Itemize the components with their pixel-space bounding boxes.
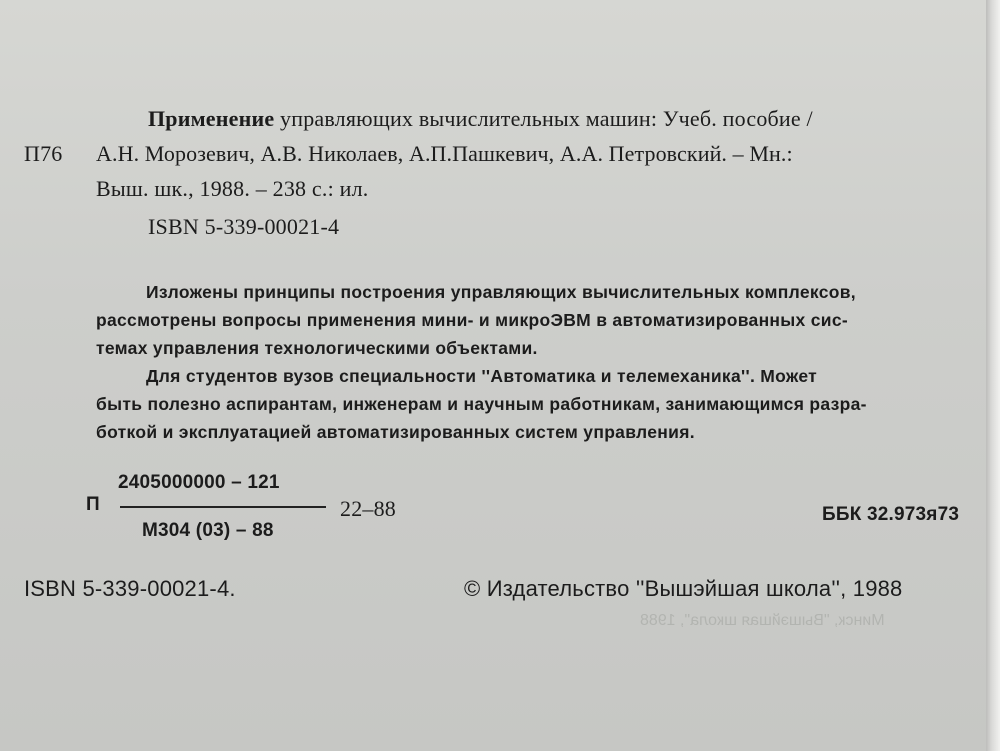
- fraction-line: [120, 506, 326, 508]
- publisher-line: Выш. шк., 1988. – 238 с.: ил.: [96, 176, 369, 201]
- footer-isbn: ISBN 5-339-00021-4.: [24, 576, 236, 601]
- title-rest: управляющих вычислительных машин: Учеб. пособие /: [274, 106, 813, 131]
- annotation-line-2: рассмотрены вопросы применения мини- и микроЭВМ в автоматизированных сис-: [96, 310, 848, 330]
- annotation-line-6: боткой и эксплуатацией автоматизированных систем управления.: [96, 422, 695, 442]
- annotation-line-5: быть полезно аспирантам, инженерам и научным работникам, занимающимся разра-: [96, 394, 867, 414]
- copyright-line: © Издательство ''Вышэйшая школа'', 1988: [464, 576, 903, 601]
- annotation-line-1: Изложены принципы построения управляющих вычислительных комплексов,: [146, 282, 856, 302]
- bleed-through-text: Минск, "Вышэйшая школа", 1988: [640, 612, 885, 629]
- classification-suffix: 22–88: [340, 496, 396, 521]
- classification-denominator: М304 (03) – 88: [142, 520, 274, 541]
- classification-letter: П: [86, 494, 100, 515]
- authors-line: А.Н. Морозевич, А.В. Николаев, А.П.Пашкевич, А.А. Петровский. – Мн.:: [96, 141, 793, 166]
- classification-numerator: 2405000000 – 121: [118, 472, 280, 493]
- bbk-code: ББК 32.973я73: [822, 504, 960, 525]
- annotation-line-3: темах управления технологическими объектами.: [96, 338, 538, 358]
- title-line: [148, 106, 813, 132]
- title-bold: Применение: [148, 106, 275, 131]
- page-edge: [986, 0, 1000, 751]
- isbn-line: ISBN 5-339-00021-4: [148, 214, 340, 239]
- catalog-code: П76: [24, 141, 63, 166]
- annotation-line-4: Для студентов вузов специальности ''Автоматика и телемеханика''. Может: [146, 366, 818, 386]
